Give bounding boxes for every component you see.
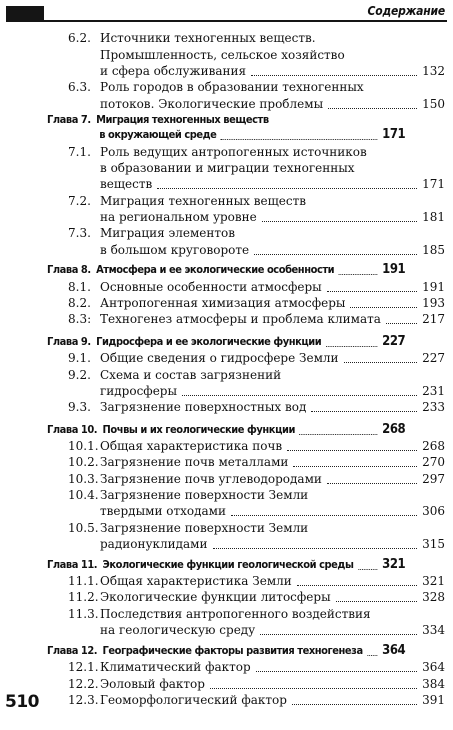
toc-entry-line — [68, 383, 445, 399]
page-ref: 268 — [382, 422, 406, 437]
toc-entry-line — [68, 606, 445, 622]
page-ref: 233 — [422, 400, 445, 414]
section-number: 12.1. — [68, 660, 99, 674]
page-ref: 384 — [422, 677, 445, 691]
dot-leader — [367, 654, 377, 656]
toc-entry-line — [68, 311, 445, 327]
toc-entry-line — [68, 573, 445, 589]
dot-leader — [299, 433, 377, 435]
section-title: Загрязнение почв углеводородами — [100, 472, 322, 486]
page-ref: 391 — [422, 693, 445, 707]
chapter-label: Глава 9. — [47, 335, 91, 348]
page-ref: 328 — [422, 590, 445, 604]
page-ref: 231 — [422, 384, 445, 398]
chapter-title: Географические факторы развития техногенеза — [102, 644, 363, 657]
section-number: 9.3. — [68, 400, 91, 414]
toc-entry-line — [68, 536, 445, 552]
dot-leader — [293, 465, 417, 467]
section-title: в большом круговороте — [100, 243, 250, 257]
dot-leader — [344, 361, 418, 363]
dot-leader — [256, 670, 417, 672]
chapter-label: Глава 11. — [47, 558, 98, 571]
chapter-label: Глава 10. — [47, 423, 98, 436]
toc-entry-line — [68, 622, 445, 638]
toc-entry-line — [68, 242, 445, 258]
page-ref: 132 — [422, 64, 445, 78]
section-number: 10.2. — [68, 455, 99, 469]
section-title: гидросферы — [100, 384, 178, 398]
section-title: твердыми отходами — [100, 504, 226, 518]
chapter-title: Миграция техногенных веществ — [96, 113, 269, 126]
page-ref: 321 — [422, 574, 445, 588]
dot-leader — [251, 74, 417, 76]
section-number: 6.3. — [68, 80, 91, 94]
section-title: Последствия антропогенного воздействия — [100, 607, 371, 621]
section-title: Роль городов в образовании техногенных — [100, 80, 364, 94]
section-title: Основные особенности атмосферы — [100, 280, 322, 294]
toc-entry-line — [68, 454, 445, 470]
toc-entry-line — [68, 350, 445, 366]
toc-entry-line — [68, 503, 445, 519]
section-number: 9.1. — [68, 351, 91, 365]
toc-entry-line — [68, 160, 445, 176]
toc-entry-line — [68, 471, 445, 487]
toc-entry-line — [68, 295, 445, 311]
toc-entry-line — [68, 193, 445, 209]
dot-leader — [262, 220, 417, 222]
toc-entry-line — [68, 367, 445, 383]
chapter-heading-line — [47, 112, 405, 128]
section-title: на региональном уровне — [100, 210, 257, 224]
section-number: 12.2. — [68, 677, 99, 691]
page-ref: 217 — [422, 312, 445, 326]
section-title: Антропогенная химизация атмосферы — [100, 296, 346, 310]
section-title: Техногенез атмосферы и проблема климата — [100, 312, 381, 326]
section-number: 8.3: — [68, 312, 92, 326]
section-title: Роль ведущих антропогенных источников — [100, 145, 367, 159]
section-title: Общая характеристика почв — [100, 439, 283, 453]
page-ref: 364 — [422, 660, 445, 674]
chapter-heading-line — [47, 643, 405, 659]
chapter-label: Глава 7. — [47, 113, 91, 126]
section-title: Общая характеристика Земли — [100, 574, 292, 588]
page-ref: 171 — [382, 127, 406, 142]
section-title: Схема и состав загрязнений — [100, 368, 282, 382]
toc-entry-line — [68, 279, 445, 295]
dot-leader — [182, 394, 417, 396]
page-ref: 321 — [382, 557, 406, 572]
section-title: Общие сведения о гидросфере Земли — [100, 351, 339, 365]
section-number: 12.3. — [68, 693, 99, 707]
page-ref: 306 — [422, 504, 445, 518]
toc-entry-line — [68, 47, 445, 63]
page-ref: 270 — [422, 455, 445, 469]
dot-leader — [350, 306, 417, 308]
section-number: 11.3. — [68, 607, 99, 621]
dot-leader — [297, 584, 417, 586]
section-title: Загрязнение поверхностных вод — [100, 400, 307, 414]
page-ref: 181 — [422, 210, 445, 224]
dot-leader — [339, 273, 378, 275]
section-title: Миграция элементов — [100, 226, 236, 240]
page-ref: 150 — [422, 97, 445, 111]
dot-leader — [254, 253, 417, 255]
dot-leader — [213, 547, 418, 549]
dot-leader — [260, 633, 417, 635]
toc-entry-line — [68, 438, 445, 454]
toc-entry-line — [68, 692, 445, 708]
toc-entry-line — [68, 676, 445, 692]
dot-leader — [287, 449, 417, 451]
section-number: 10.3. — [68, 472, 99, 486]
page-ref: 227 — [422, 351, 445, 365]
toc-entry-line — [68, 176, 445, 192]
chapter-title: в окружающей среде — [99, 128, 217, 141]
section-title: и сфера обслуживания — [100, 64, 247, 78]
toc-entry-line — [68, 79, 445, 95]
toc-entry-line — [68, 144, 445, 160]
section-number: 8.1. — [68, 280, 91, 294]
section-number: 7.3. — [68, 226, 91, 240]
toc-entry-line — [68, 589, 445, 605]
dot-leader — [221, 138, 378, 140]
chapter-title: Экологические функции геологической среды — [102, 558, 354, 571]
chapter-title: Гидросфера и ее экологические функции — [96, 335, 322, 348]
section-title: Геоморфологический фактор — [100, 693, 287, 707]
header-rule — [6, 20, 447, 22]
chapter-heading-line — [47, 262, 405, 278]
section-number: 6.2. — [68, 31, 91, 45]
chapter-label: Глава 12. — [47, 644, 98, 657]
header-title: Содержание — [367, 4, 445, 18]
page-ref: 334 — [422, 623, 445, 637]
toc-entry-line — [68, 30, 445, 46]
page-number: 510 — [5, 692, 39, 712]
toc-entry-line — [68, 487, 445, 503]
chapter-title: Почвы и их геологические функции — [102, 423, 295, 436]
toc-entry-line — [68, 209, 445, 225]
dot-leader — [327, 482, 417, 484]
section-title: Экологические функции литосферы — [100, 590, 331, 604]
section-title: Загрязнение поверхности Земли — [100, 488, 309, 502]
dot-leader — [210, 687, 417, 689]
section-number: 10.4. — [68, 488, 99, 502]
page-ref: 191 — [422, 280, 445, 294]
chapter-title: Атмосфера и ее экологические особенности — [96, 263, 335, 276]
page-ref: 185 — [422, 243, 445, 257]
section-title: потоков. Экологические проблемы — [100, 97, 324, 111]
section-title: Климатический фактор — [100, 660, 251, 674]
section-number: 7.2. — [68, 194, 91, 208]
chapter-heading-line — [47, 422, 405, 438]
page-ref: 297 — [422, 472, 445, 486]
chapter-heading-line — [47, 557, 405, 573]
toc-entry-line — [68, 399, 445, 415]
dot-leader — [311, 410, 417, 412]
page-ref: 171 — [422, 177, 445, 191]
page-ref: 268 — [422, 439, 445, 453]
section-title: радионуклидами — [100, 537, 208, 551]
toc-entry-line — [68, 63, 445, 79]
toc-entry-line — [68, 659, 445, 675]
running-header — [0, 0, 453, 22]
section-title: на геологическую среду — [100, 623, 256, 637]
dot-leader — [358, 568, 378, 570]
section-number: 11.1. — [68, 574, 99, 588]
section-number: 8.2. — [68, 296, 91, 310]
dot-leader — [157, 187, 417, 189]
dot-leader — [328, 107, 417, 109]
page-ref: 364 — [382, 643, 406, 658]
section-number: 9.2. — [68, 368, 91, 382]
section-title: в образовании и миграции техногенных — [100, 161, 355, 175]
dot-leader — [386, 322, 417, 324]
page-ref: 191 — [382, 262, 406, 277]
toc-entry-line — [68, 225, 445, 241]
dot-leader — [326, 345, 378, 347]
section-number: 10.1. — [68, 439, 99, 453]
header-black-block — [6, 6, 44, 20]
section-title: Эоловый фактор — [100, 677, 205, 691]
section-number: 10.5. — [68, 521, 99, 535]
page-ref: 193 — [422, 296, 445, 310]
section-title: Загрязнение почв металлами — [100, 455, 289, 469]
chapter-heading-line — [47, 334, 405, 350]
page-ref: 227 — [382, 334, 406, 349]
section-title: веществ — [100, 177, 153, 191]
toc-entry-line — [68, 520, 445, 536]
dot-leader — [292, 703, 417, 705]
chapter-heading-line — [47, 127, 405, 143]
dot-leader — [231, 514, 417, 516]
section-number: 11.2. — [68, 590, 99, 604]
section-title: Загрязнение поверхности Земли — [100, 521, 309, 535]
section-number: 7.1. — [68, 145, 91, 159]
section-title: Миграция техногенных веществ — [100, 194, 306, 208]
chapter-label: Глава 8. — [47, 263, 91, 276]
toc-entry-line — [68, 96, 445, 112]
section-title: Источники техногенных веществ. — [100, 31, 316, 45]
section-title: Промышленность, сельское хозяйство — [100, 48, 345, 62]
page-ref: 315 — [422, 537, 445, 551]
dot-leader — [327, 290, 417, 292]
dot-leader — [336, 600, 417, 602]
